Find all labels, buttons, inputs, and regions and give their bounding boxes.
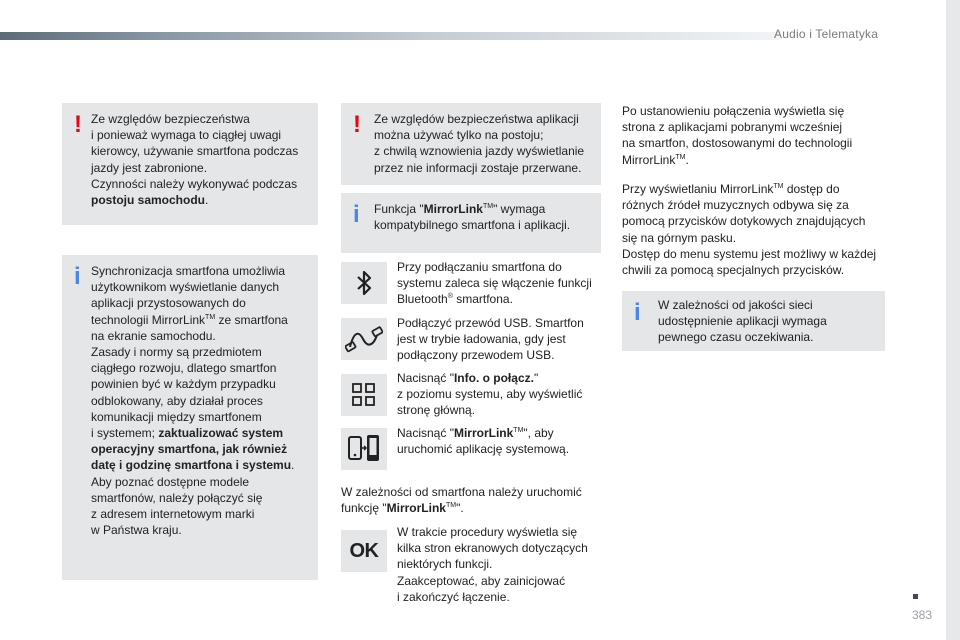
step-bluetooth-text: Przy podłączaniu smartfona do systemu zaleca się włączenie funkcji Bluetooth® smartfona. bbox=[397, 260, 592, 307]
warning-box-apps-parked bbox=[341, 103, 601, 185]
step-usb-text: Podłączyć przewód USB. Smartfon jest w trybie ładowania, gdy jest podłączony przewodem USB. bbox=[397, 316, 584, 363]
info-box-mirrorlink-compat bbox=[341, 193, 601, 253]
mirrorlink-phone-icon bbox=[341, 428, 387, 470]
info-text: Funkcja "MirrorLink™" wymaga kompatybilnego smartfona i aplikacji. bbox=[374, 202, 571, 233]
info-icon: i bbox=[74, 263, 81, 290]
ok-button-icon: OK bbox=[341, 530, 387, 572]
page-marker bbox=[913, 594, 918, 599]
page-edge-strip bbox=[946, 0, 960, 640]
exclamation-icon: ! bbox=[74, 111, 82, 138]
warning-text: Ze względów bezpieczeństwa i ponieważ wymaga to ciągłej uwagi kierowcy, używanie smartfona podczas jazdy jest zabronione. Czynności należy wykonywać podczas postoju samochodu. bbox=[91, 112, 299, 208]
info-box-synchronization bbox=[62, 255, 318, 580]
warning-text: Ze względów bezpieczeństwa aplikacji można używać tylko na postoju; z chwilą wznowienia jazdy wyświetlanie przez nie informacji zostaje przerwane. bbox=[374, 112, 585, 175]
info-icon: i bbox=[353, 201, 360, 228]
info-box-network bbox=[622, 291, 885, 351]
step-ok-text: W trakcie procedury wyświetla się kilka stron ekranowych dotyczących niektórych funkcji. Zaakceptować, aby zainicjować i zakończyć łączenie. bbox=[397, 525, 588, 604]
warning-box-safety bbox=[62, 103, 318, 225]
page-number: 383 bbox=[912, 608, 933, 622]
mirrorlink-note: W zależności od smartfona należy uruchomić funkcję "MirrorLink™". bbox=[341, 485, 582, 516]
info-text: Synchronizacja smartfona umożliwia użytkownikom wyświetlanie danych aplikacji przystosowanych do technologii MirrorLink™ ze smartfona na ekranie samochodu. Zasady i normy są przedmiotem ciągłego rozwoju, dlatego smartfon powinien być w każdym przypadku odblokowany, aby działał proces komunikacji między smartfonem i systemem; zaktualizować system operacyjny smartfona, jak również datę i godzinę smartfona i systemu. Aby poznać dostępne modele smartfonów, należy połączyć się z adresem internetowym marki w Państwa kraju. bbox=[91, 264, 295, 538]
exclamation-icon: ! bbox=[353, 111, 361, 138]
connection-paragraph: Po ustanowieniu połączenia wyświetla się strona z aplikacjami pobranymi wcześniej na smartfon, dostosowanymi do technologii MirrorLink™. bbox=[622, 104, 853, 167]
display-paragraph: Przy wyświetlaniu MirrorLink™ dostęp do różnych źródeł muzycznych odbywa się za pomocą przycisków dotykowych znajdujących się na górnym pasku. Dostęp do menu systemu jest możliwy w każdej chwili za pomocą specjalnych przycisków. bbox=[622, 182, 877, 278]
usb-cable-icon bbox=[341, 318, 387, 360]
bluetooth-icon bbox=[341, 262, 387, 304]
step-info-connect-text: Nacisnąć "Info. o połącz." z poziomu systemu, aby wyświetlić stronę główną. bbox=[397, 371, 583, 418]
info-text: W zależności od jakości sieci udostępnienie aplikacji wymaga pewnego czasu oczekiwania. bbox=[658, 298, 827, 345]
section-title: Audio i Telematyka bbox=[774, 27, 879, 41]
apps-grid-icon bbox=[341, 374, 387, 416]
step-mirrorlink-text: Nacisnąć "MirrorLink™", aby uruchomić aplikację systemową. bbox=[397, 426, 570, 457]
info-icon: i bbox=[634, 299, 641, 326]
header-gradient-bar bbox=[0, 32, 780, 40]
